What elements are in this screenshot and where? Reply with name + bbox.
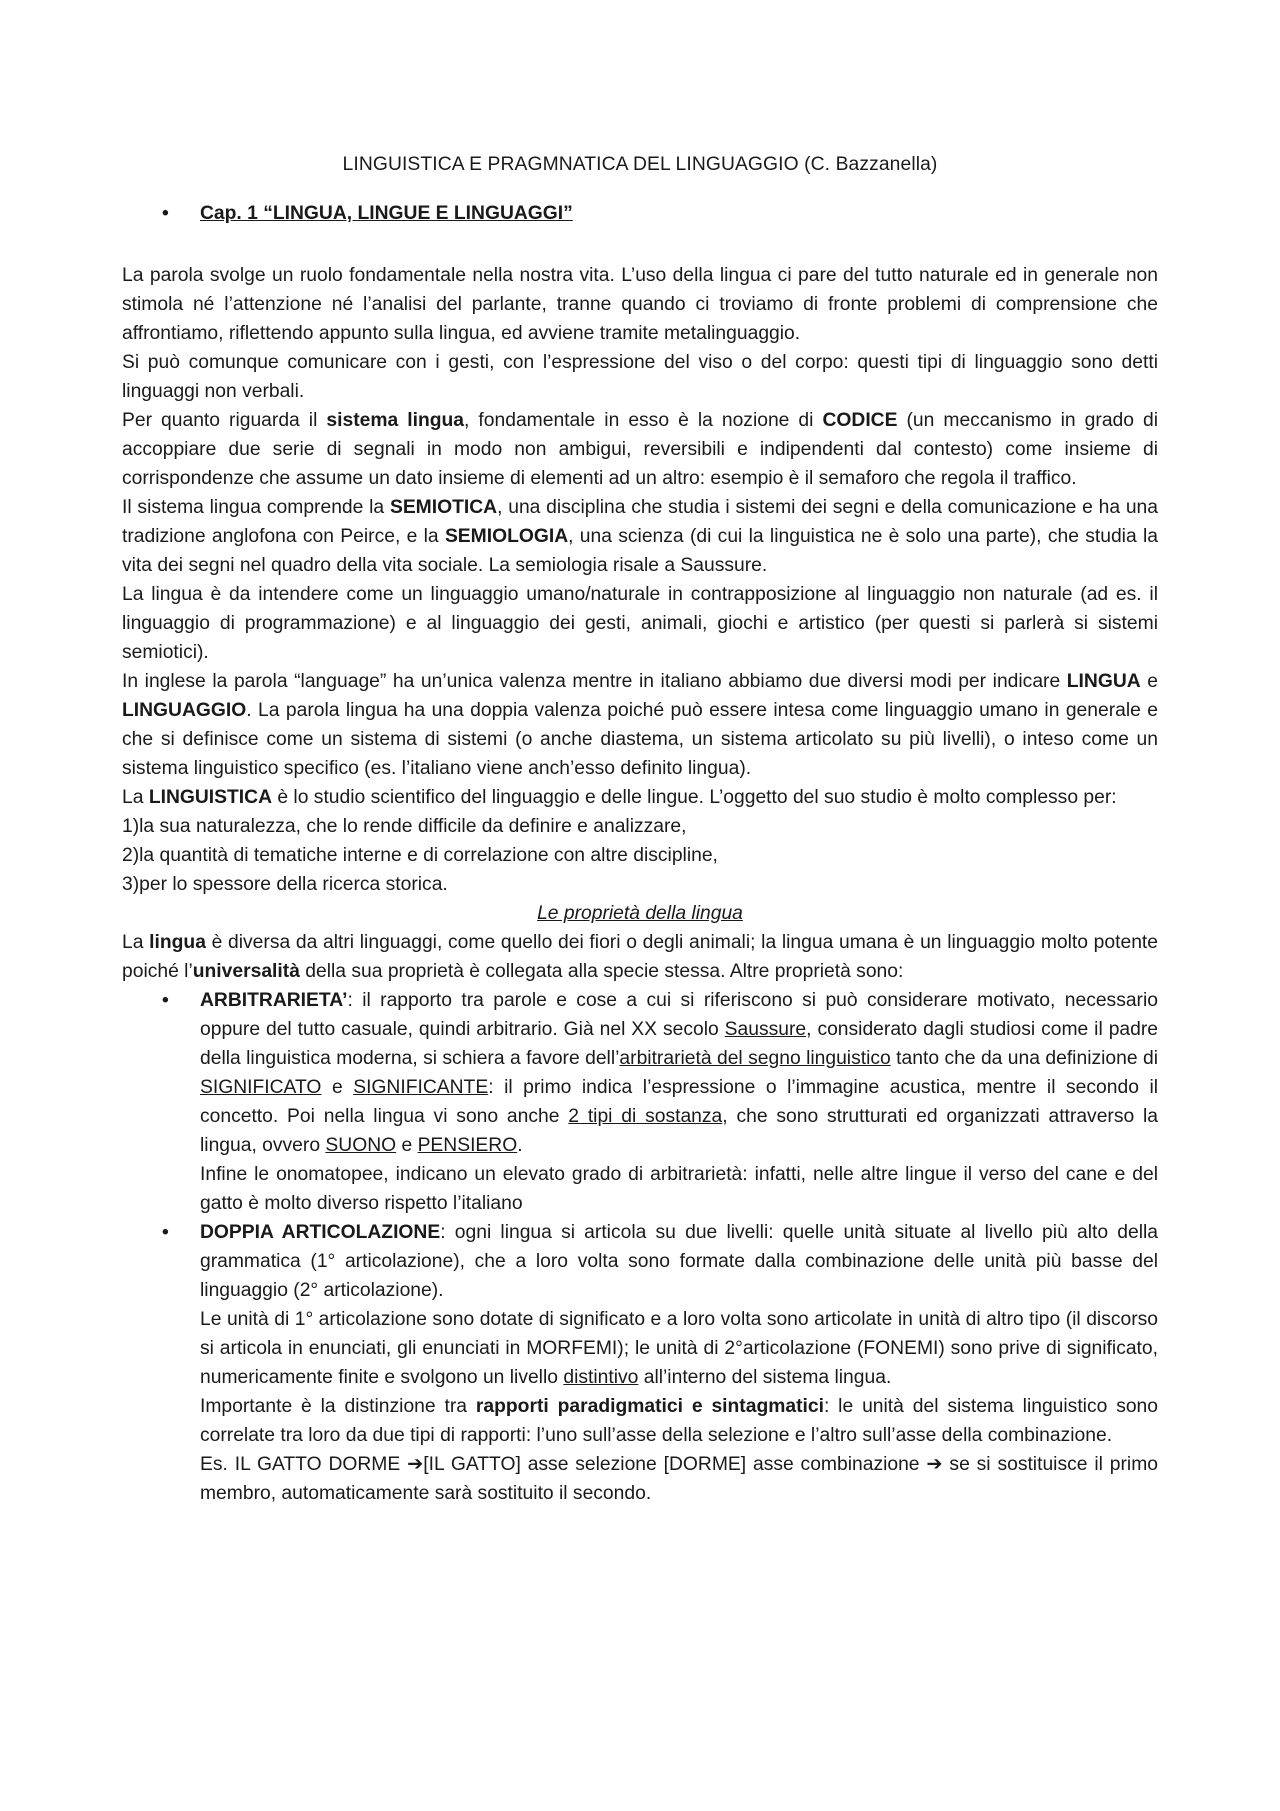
intro-paragraph-1: La parola svolge un ruolo fondamentale nella nostra vita. L’uso della lingua ci pare del tutto naturale ed in generale non stimola né l’attenzione né l’analisi del parlante, tranne quando ci troviamo di fronte problemi di comprensione che affrontiamo, riflettendo appunto sulla lingua, ed avviene tramite metalinguaggio. <box>122 265 1158 344</box>
esempio-text: Es. IL GATTO DORME ➔[IL GATTO] asse selezione [DORME] asse combinazione ➔ se si sostituisce il primo membro, automaticamente sarà sostituito il secondo. <box>200 1454 1158 1504</box>
linguaggio-umano-paragraph: La lingua è da intendere come un linguaggio umano/naturale in contrapposizione al linguaggio non naturale (ad es. il linguaggio di programmazione) e al linguaggio dei gesti, animali, giochi e artistico (per questi si parlerà si sistemi semiotici). <box>122 584 1158 663</box>
bullet-icon: • <box>162 203 169 224</box>
codice-term: CODICE <box>822 410 898 431</box>
lingua-bold-term: lingua <box>149 932 206 953</box>
semiologia-term: SEMIOLOGIA <box>444 526 569 547</box>
articolazione-text: Le unità di 1° articolazione sono dotate di significato e a loro volta sono articolate in unità di altro tipo (il discorso si articola in enunciati, gli enunciati in MORFEMI); le unità di 2°articolazione (FONEMI) sono prive di significato, numericamente finite e svolgono un livello distintivo all’interno del sistema lingua. <box>200 1309 1158 1388</box>
pensiero-text: PENSIERO <box>417 1135 518 1156</box>
arrow-icon: ➔ <box>926 1454 943 1475</box>
linguistica-term: LINGUISTICA <box>148 787 272 808</box>
universalita-term: universalità <box>192 961 300 982</box>
saussure-link-text: Saussure <box>724 1019 807 1040</box>
arbitrarieta-term: ARBITRARIETA’ <box>200 990 348 1011</box>
arbitrarieta-segno-text: arbitrarietà del segno linguistico <box>619 1048 891 1069</box>
list-item-doppia-articolazione <box>122 1218 1158 1508</box>
bullet-icon: • <box>162 990 169 1011</box>
sistema-lingua-term: sistema lingua <box>326 410 465 431</box>
onomatopee-text: Infine le onomatopee, indicano un elevato grado di arbitrarietà: infatti, nelle altre lingue il verso del cane e del gatto è molto diverso rispetto l’italiano <box>200 1164 1158 1214</box>
rapporti-term: rapporti paradigmatici e sintagmatici <box>475 1396 824 1417</box>
reason-item: 1)la sua naturalezza, che lo rende difficile da definire e analizzare, <box>122 816 687 837</box>
proprieta-paragraph: La lingua è diversa da altri linguaggi, come quello dei fiori o degli animali; la lingua umana è un linguaggio molto potente poiché l’universalità della sua proprietà è collegata alla specie stessa. Altre proprietà sono: <box>122 932 1158 982</box>
arrow-icon: ➔ <box>407 1454 424 1475</box>
arbitrarieta-text: ARBITRARIETA’: il rapporto tra parole e cose a cui si riferiscono si può considerare motivato, necessario oppure del tutto casuale, quindi arbitrario. Già nel XX secolo Saussure, considerato dagli studiosi come il padre della linguistica moderna, si schiera a favore dell’arbitrarietà del segno linguistico tanto che da una definizione di SIGNIFICATO e SIGNIFICANTE: il primo indica l’espressione o l’immagine acustica, mentre il secondo il concetto. Poi nella lingua vi sono anche 2 tipi di sostanza, che sono strutturati ed organizzati attraverso la lingua, ovvero SUONO e PENSIERO. <box>200 990 1159 1156</box>
properties-list <box>122 986 1158 1508</box>
reason-item: 2)la quantità di tematiche interne e di correlazione con altre discipline, <box>122 845 718 866</box>
suono-text: SUONO <box>325 1135 397 1156</box>
doppia-text: DOPPIA ARTICOLAZIONE: ogni lingua si articola su due livelli: quelle unità situate al livello più alto della grammatica (1° articolazione), che a loro volta sono formate dalla combinazione delle unità più basse del linguaggio (2° articolazione). <box>200 1222 1158 1301</box>
doppia-term: DOPPIA ARTICOLAZIONE <box>200 1222 441 1243</box>
tipi-sostanza-text: 2 tipi di sostanza <box>568 1106 723 1127</box>
rapporti-text: Importante è la distinzione tra rapporti paradigmatici e sintagmatici: le unità del sistema linguistico sono correlate tra loro da due tipi di rapporti: l’uno sull’asse della selezione e l’altro sull’asse della combinazione. <box>200 1396 1159 1446</box>
significato-text: SIGNIFICATO <box>200 1077 322 1098</box>
document-body <box>122 150 1158 1508</box>
linguistica-paragraph: La LINGUISTICA è lo studio scientifico del linguaggio e delle lingue. L’oggetto del suo studio è molto complesso per: <box>122 787 1117 808</box>
chapter-heading <box>122 199 1158 228</box>
distintivo-text: distintivo <box>563 1367 639 1388</box>
semiotica-term: SEMIOTICA <box>389 497 498 518</box>
document-title: LINGUISTICA E PRAGMNATICA DEL LINGUAGGIO (C. Bazzanella) <box>342 154 938 175</box>
linguaggio-term: LINGUAGGIO <box>122 700 247 721</box>
codice-paragraph: Per quanto riguarda il sistema lingua, fondamentale in esso è la nozione di CODICE (un meccanismo in grado di accoppiare due serie di segnali in modo non ambigui, reversibili e indipendenti dal contesto) come insieme di corrispondenze che assume un dato insieme di elementi ad un altro: esempio è il semaforo che regola il traffico. <box>122 410 1159 489</box>
chapter-label: Cap. 1 “LINGUA, LINGUE E LINGUAGGI” <box>200 203 573 224</box>
semiotica-paragraph: Il sistema lingua comprende la SEMIOTICA, una disciplina che studia i sistemi dei segni e della comunicazione e ha una tradizione anglofona con Peirce, e la SEMIOLOGIA, una scienza (di cui la linguistica ne è solo una parte), che studia la vita dei segni nel quadro della vita sociale. La semiologia risale a Saussure. <box>122 497 1158 576</box>
lingua-term: LINGUA <box>1066 671 1141 692</box>
section-subheading: Le proprietà della lingua <box>537 903 743 924</box>
significante-text: SIGNIFICANTE <box>353 1077 489 1098</box>
intro-paragraph-2: Si può comunque comunicare con i gesti, con l’espressione del viso o del corpo: questi tipi di linguaggio sono detti linguaggi non verbali. <box>122 352 1158 402</box>
bullet-icon: • <box>162 1222 169 1243</box>
list-item-arbitrarieta <box>122 986 1158 1218</box>
language-paragraph: In inglese la parola “language” ha un’unica valenza mentre in italiano abbiamo due diversi modi per indicare LINGUA e LINGUAGGIO. La parola lingua ha una doppia valenza poiché può essere intesa come linguaggio umano in generale e che si definisce come un sistema di sistemi (o anche diastema, un sistema articolato su più livelli), o inteso come un sistema linguistico specifico (es. l’italiano viene anch’esso definito lingua). <box>122 671 1158 779</box>
reason-item: 3)per lo spessore della ricerca storica. <box>122 874 448 895</box>
